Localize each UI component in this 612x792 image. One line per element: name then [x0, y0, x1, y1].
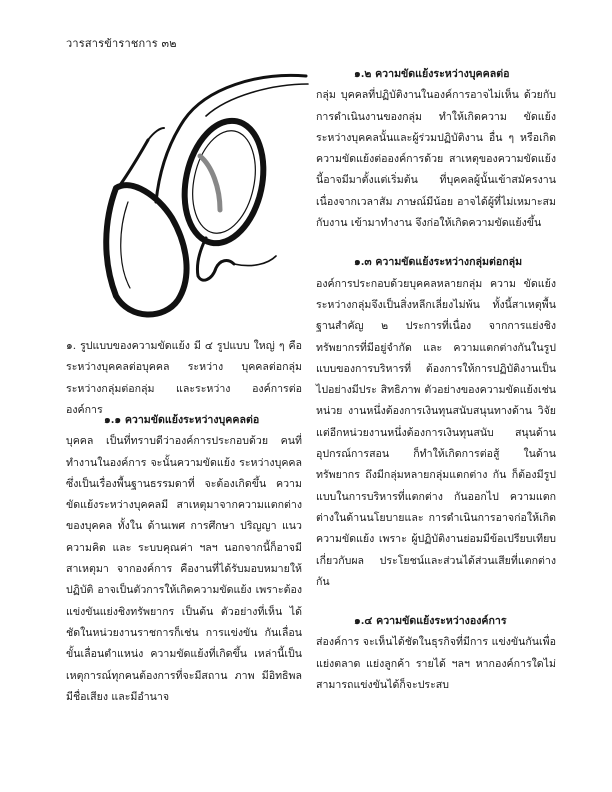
running-header: วารสารข้าราชการ ๓๒ [66, 37, 177, 50]
section-1-2-body: กลุ่ม บุคคลที่ปฏิบัติงานในองค์การอาจไม่เห็น ด้วยกับการดำเนินงานของกลุ่ม ทำให้เกิดความ ขัดแย้งระหว่างบุคคลนั้นและผู้ร่วมปฏิบัติงาน อื่น ๆ หรือเกิดความขัดแย้งต่อองค์การด้วย สาเหตุของความขัดแย้งนี้อาจมีมาตั้งแต่เริ่มต้น ที่บุคคลผู้นั้นเข้าสมัครงาน เนื่องจากเวลาสัม ภาษณ์มีน้อย อาจได้ผู้ที่ไม่เหมาะสมกับงาน เข้ามาทำงาน จึงก่อให้เกิดความขัดแย้งขึ้น [316, 89, 556, 230]
section-1-4-title: ๑.๔ ความขัดแย้งระหว่างองค์การ [354, 615, 507, 628]
section-1-3-title: ๑.๓ ความขัดแย้งระหว่างกลุ่มต่อกลุ่ม [354, 256, 523, 269]
section-1-1-title: ๑.๑ ความขัดแย้งระหว่างบุคคลต่อ [104, 414, 260, 426]
eyeglasses-illustration [88, 70, 324, 332]
right-column-text [316, 64, 556, 696]
section-1-2-title: ๑.๒ ความขัดแย้งระหว่างบุคคลต่อ [354, 68, 510, 80]
section-1-4-body: ส่องค์การ จะเห็นได้ชัดในธุรกิจที่มีการ แข่งขันกันเพื่อแย่งตลาด แย่งลูกค้า รายได้ ฯลฯ หากองค์การใดไม่สามารถแข่งขันได้ก็จะประสบ [316, 636, 556, 692]
figure-caption: ๑. รูปแบบของความขัดแย้ง มี ๔ รูปแบบ ใหญ่ ๆ คือ ระหว่างบุคคลต่อบุคคล ระหว่าง บุคคลต่อกลุ่ม ระหว่างกลุ่มต่อกลุ่ม และระหว่าง องค์การต่อองค์การ [66, 340, 302, 416]
section-1-1-body: บุคคล เป็นที่ทราบดีว่าองค์การประกอบด้วย คนที่ทำงานในองค์การ จะนั้นความขัดแย้ง ระหว่างบุคคลซึ่งเป็นเรื่องพื้นฐานธรรมดาที่ จะต้องเกิดขึ้น ความขัดแย้งระหว่างบุคคลมี สาเหตุมาจากความแตกต่างของบุคคล ทั้งใน ด้านเพศ การศึกษา ปริญญา แนวความคิด และ ระบบคุณค่า ฯลฯ นอกจากนี้ก็อาจมีสาเหตุมา จากองค์การ คืองานที่ได้รับมอบหมายให้ปฏิบัติ อาจเป็นตัวการให้เกิดความขัดแย้ง เพราะต้อง แข่งขันแย่งชิงทรัพยากร เป็นต้น ตัวอย่างที่เห็น ได้ชัดในหน่วยงานราชการก็เช่น การแข่งขัน กันเลื่อนขั้นเลื่อนตำแหน่ง ความขัดแย้งที่เกิดขึ้น เหล่านี้เป็นเหตุการณ์ทุกคนต้องการที่จะมีสถาน ภาพ มีอิทธิพล มีชื่อเสียง และมีอำนาจ [66, 435, 302, 703]
left-column-text [66, 410, 302, 708]
section-1-3-body: องค์การประกอบด้วยบุคคลหลายกลุ่ม ความ ขัดแย้งระหว่างกลุ่มจึงเป็นสิ่งหลีกเลี่ยงไม่พ้น ทั้งนี้สาเหตุพื้นฐานสำคัญ ๒ ประการที่เนื่อง จากการแย่งชิงทรัพยากรที่มีอยู่จำกัด และ ความแตกต่างกันในรูปแบบของการบริหารที่ ต้องการให้การปฏิบัติงานเป็นไปอย่างมีประ สิทธิภาพ ตัวอย่างของความขัดแย้งเช่นหน่วย งานหนึ่งต้องการเงินทุนสนับสนุนทางด้าน วิจัย แต่อีกหน่วยงานหนึ่งต้องการเงินทุนสนับ สนุนด้านอุปกรณ์การสอน ก็ทำให้เกิดการต่อสู้ ในด้านทรัพยากร ถึงมีกลุ่มหลายกลุ่มแตกต่าง กัน ก็ต้องมีรูปแบบในการบริหารที่แตกต่าง กันออกไป ความแตกต่างในด้านนโยบายและ การดำเนินการอาจก่อให้เกิดความขัดแย้ง เพราะ ผู้ปฏิบัติงานย่อมมีข้อเปรียบเทียบเกี่ยวกับผล ประโยชน์และส่วนได้ส่วนเสียที่แตกต่างกัน [316, 277, 556, 588]
